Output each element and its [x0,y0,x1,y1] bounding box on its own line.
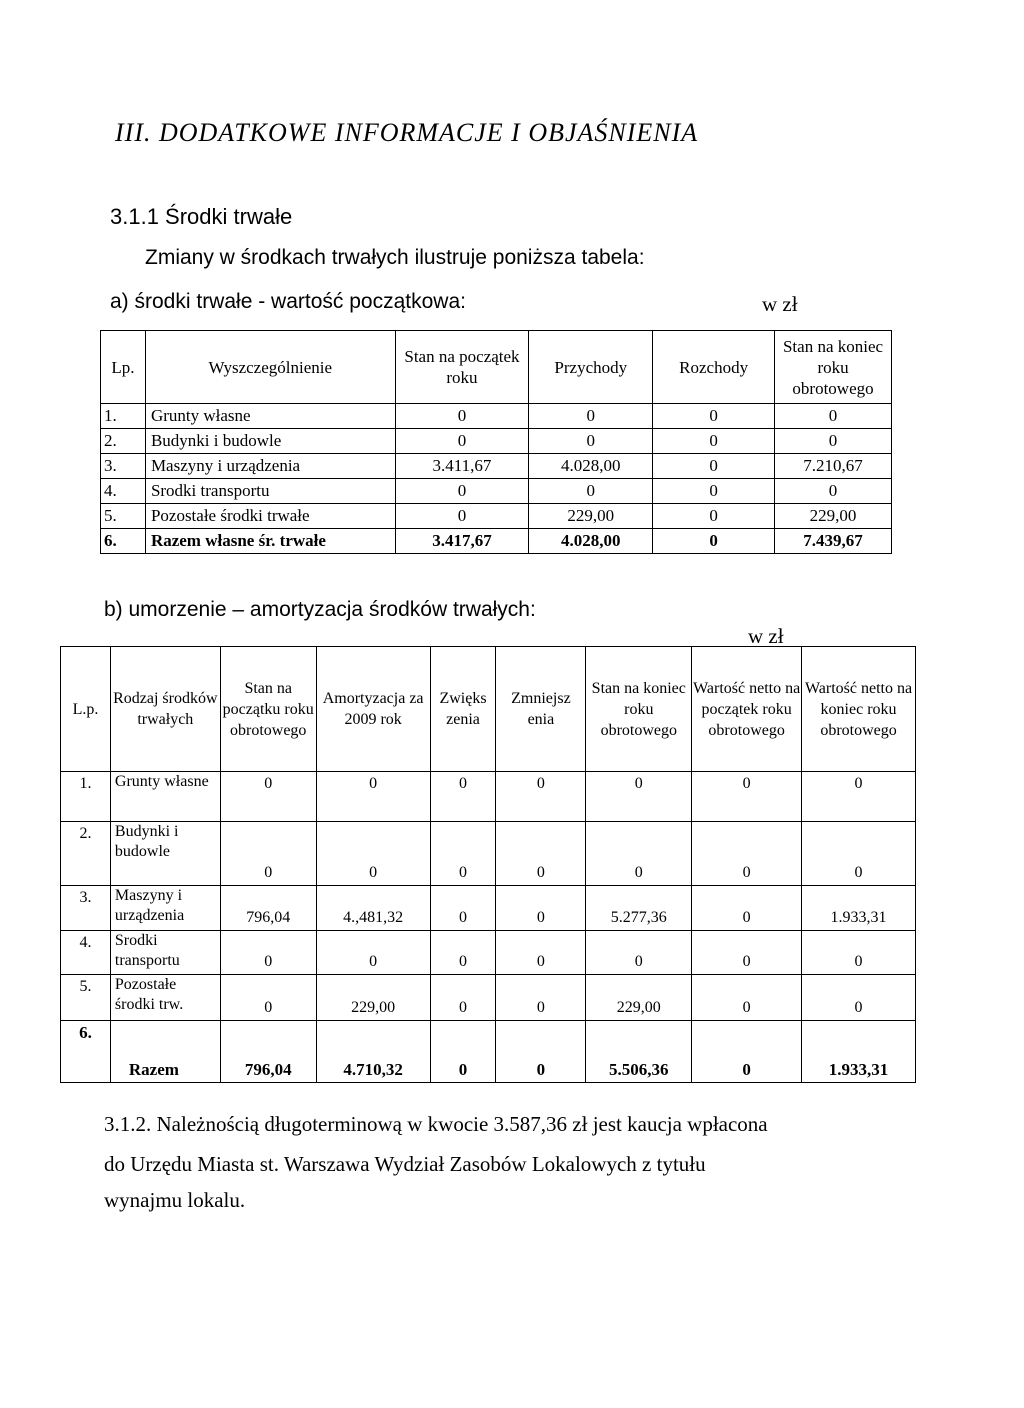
table-cell: 0 [496,886,586,931]
table-cell: 796,04 [220,886,316,931]
row-name: Razem własne śr. trwałe [145,529,395,554]
section-a-label: a) środki trwałe - wartość początkowa: [110,290,466,313]
column-header: Stan na koniec roku obrotowego [775,331,892,404]
table-cell: 4.028,00 [529,454,653,479]
table-cell: 1.933,31 [802,1021,916,1083]
row-name: Pozostałe środki trw. [110,975,220,1021]
table-cell: 0 [395,429,529,454]
column-header: Stan na początek roku [395,331,529,404]
intro-text: Zmiany w środkach trwałych ilustruje poniższa tabela: [145,246,645,269]
row-number: 3. [61,886,111,931]
table-row [61,822,916,886]
row-number: 2. [101,429,146,454]
table-cell: 0 [586,931,692,975]
table-cell: 4.,481,32 [316,886,430,931]
table-row [61,975,916,1021]
column-header: Wartość netto na koniec roku obrotowego [802,647,916,772]
table-cell: 0 [430,886,496,931]
table-cell: 0 [653,504,775,529]
table-row [61,886,916,931]
table-cell: 0 [220,822,316,886]
table-cell: 0 [802,975,916,1021]
row-number: 2. [61,822,111,886]
column-header: Stan na koniec roku obrotowego [586,647,692,772]
table-cell: 3.417,67 [395,529,529,554]
table-row-total [101,529,892,554]
column-header: Stan na początku roku obrotowego [220,647,316,772]
table-cell: 0 [529,404,653,429]
row-name: Razem [110,1021,220,1083]
section-heading: III. DODATKOWE INFORMACJE I OBJAŚNIENIA [115,118,699,147]
row-number: 6. [61,1021,111,1083]
table-cell: 0 [692,822,802,886]
table-cell: 4.028,00 [529,529,653,554]
table-cell: 0 [496,931,586,975]
table-cell: 0 [653,429,775,454]
table-cell: 0 [430,975,496,1021]
row-name: Budynki i budowle [145,429,395,454]
table-cell: 4.710,32 [316,1021,430,1083]
table-cell: 0 [802,822,916,886]
fixed-assets-value-table [100,330,892,554]
table-cell: 0 [586,772,692,822]
table-cell: 0 [692,975,802,1021]
table-cell: 5.277,36 [586,886,692,931]
table-cell: 0 [316,931,430,975]
row-name: Maszyny i urządzenia [145,454,395,479]
table-cell: 229,00 [316,975,430,1021]
table-cell: 0 [529,479,653,504]
column-header: Amortyzacja za 2009 rok [316,647,430,772]
table-cell: 5.506,36 [586,1021,692,1083]
row-name: Grunty własne [145,404,395,429]
row-number: 3. [101,454,146,479]
table-row-total [61,1021,916,1083]
table-cell: 7.439,67 [775,529,892,554]
table-cell: 0 [653,479,775,504]
row-name: Grunty własne [110,772,220,822]
table-cell: 0 [430,931,496,975]
table-cell: 0 [775,479,892,504]
table-cell: 0 [220,975,316,1021]
section-a-unit: w zł [762,292,798,316]
table-cell: 0 [802,931,916,975]
table-cell: 3.411,67 [395,454,529,479]
table-row [101,429,892,454]
table-cell: 0 [430,822,496,886]
table-cell: 0 [316,822,430,886]
table-row [61,931,916,975]
table-cell: 0 [220,931,316,975]
note-text-line1: 3.1.2. Należnością długoterminową w kwocie 3.587,36 zł jest kaucja wpłacona [104,1112,768,1136]
table-cell: 0 [653,404,775,429]
table-cell: 0 [692,1021,802,1083]
section-title: 3.1.1 Środki trwałe [110,204,293,229]
table-cell: 229,00 [586,975,692,1021]
column-header: Wartość netto na początek roku obrotowego [692,647,802,772]
table-cell: 0 [586,822,692,886]
table-cell: 0 [529,429,653,454]
row-number: 4. [101,479,146,504]
table-cell: 0 [496,772,586,822]
table-cell: 0 [430,1021,496,1083]
table-cell: 0 [653,454,775,479]
note-text-line3: wynajmu lokalu. [104,1188,246,1212]
table-cell: 0 [395,404,529,429]
row-number: 4. [61,931,111,975]
column-header: Lp. [101,331,146,404]
row-number: 1. [101,404,146,429]
table-cell: 0 [496,1021,586,1083]
table-cell: 0 [496,975,586,1021]
table-row [101,479,892,504]
table-cell: 0 [775,429,892,454]
table-row [101,454,892,479]
column-header: Wyszczególnienie [145,331,395,404]
row-number: 5. [101,504,146,529]
table-cell: 1.933,31 [802,886,916,931]
section-b-unit: w zł [748,624,784,648]
column-header: Przychody [529,331,653,404]
note-text-line2: do Urzędu Miasta st. Warszawa Wydział Zasobów Lokalowych z tytułu [104,1152,706,1176]
table-cell: 0 [775,404,892,429]
table-cell: 7.210,67 [775,454,892,479]
column-header: Zmniejsz enia [496,647,586,772]
row-name: Srodki transportu [145,479,395,504]
table-cell: 0 [692,886,802,931]
row-name: Srodki transportu [110,931,220,975]
row-number: 5. [61,975,111,1021]
row-name: Pozostałe środki trwałe [145,504,395,529]
table-row [101,404,892,429]
column-header: L.p. [61,647,111,772]
table-cell: 0 [395,504,529,529]
table-row [61,772,916,822]
column-header: Rozchody [653,331,775,404]
table-cell: 0 [692,931,802,975]
row-name: Budynki i budowle [110,822,220,886]
table-cell: 0 [692,772,802,822]
depreciation-table [60,646,916,1083]
column-header: Rodzaj środków trwałych [110,647,220,772]
table-row [101,504,892,529]
row-name: Maszyny i urządzenia [110,886,220,931]
table-cell: 796,04 [220,1021,316,1083]
row-number: 6. [101,529,146,554]
table-cell: 0 [430,772,496,822]
table-cell: 0 [802,772,916,822]
table-cell: 0 [395,479,529,504]
table-cell: 0 [316,772,430,822]
table-cell: 0 [653,529,775,554]
table-cell: 0 [496,822,586,886]
column-header: Zwięks zenia [430,647,496,772]
table-cell: 229,00 [529,504,653,529]
row-number: 1. [61,772,111,822]
table-cell: 229,00 [775,504,892,529]
section-b-label: b) umorzenie – amortyzacja środków trwałych: [104,598,536,621]
table-cell: 0 [220,772,316,822]
